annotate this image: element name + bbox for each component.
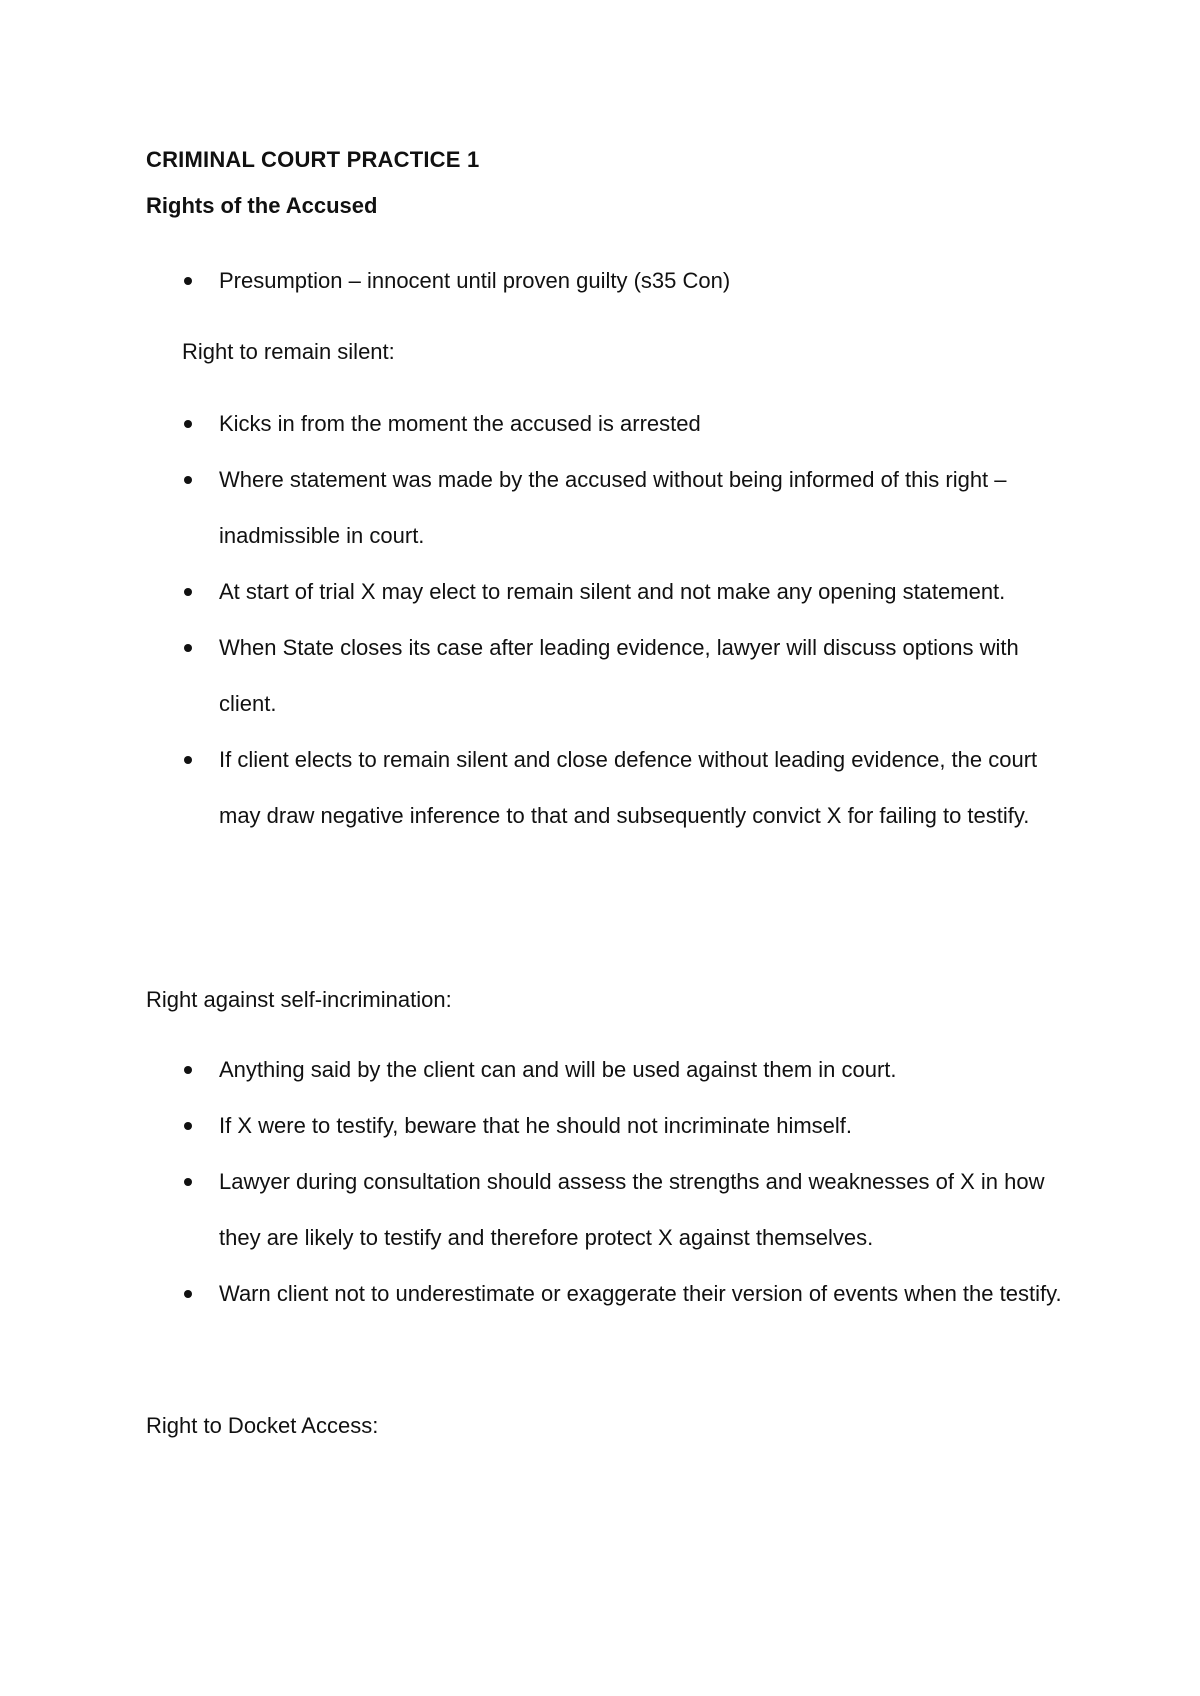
bullet-icon — [184, 1066, 192, 1074]
list-item: Lawyer during consultation should assess the strengths and weaknesses of X in how they are likely to testify and therefore protect X against themselves. — [146, 1154, 1066, 1266]
bullet-icon — [184, 277, 192, 285]
document-title: CRIMINAL COURT PRACTICE 1 — [146, 147, 480, 172]
bullet-icon — [184, 756, 192, 764]
list-item: Warn client not to underestimate or exaggerate their version of events when the testify. — [146, 1266, 1066, 1322]
list-item: At start of trial X may elect to remain silent and not make any opening statement. — [146, 564, 1066, 620]
bullet-icon — [184, 644, 192, 652]
heading-right-to-docket-access: Right to Docket Access: — [146, 1413, 379, 1438]
list-item: When State closes its case after leading evidence, lawyer will discuss options with client. — [146, 620, 1066, 732]
bullet-icon — [184, 420, 192, 428]
silent-list — [146, 396, 1066, 844]
bullet-icon — [184, 1178, 192, 1186]
list-item: Where statement was made by the accused without being informed of this right – inadmissible in court. — [146, 452, 1066, 564]
presumption-list — [146, 253, 1066, 309]
heading-right-against-self-incrimination: Right against self-incrimination: — [146, 987, 452, 1012]
bullet-icon — [184, 476, 192, 484]
list-item: If client elects to remain silent and close defence without leading evidence, the court may draw negative inference to that and subsequently convict X for failing to testify. — [146, 732, 1066, 844]
list-item: Presumption – innocent until proven guilty (s35 Con) — [146, 253, 1066, 309]
list-item: Kicks in from the moment the accused is arrested — [146, 396, 1066, 452]
self-incrimination-list — [146, 1042, 1066, 1322]
heading-right-to-remain-silent: Right to remain silent: — [182, 339, 395, 364]
list-item: If X were to testify, beware that he should not incriminate himself. — [146, 1098, 1066, 1154]
list-item: Anything said by the client can and will be used against them in court. — [146, 1042, 1066, 1098]
section-title-rights: Rights of the Accused — [146, 193, 378, 218]
bullet-icon — [184, 1122, 192, 1130]
bullet-icon — [184, 1290, 192, 1298]
bullet-icon — [184, 588, 192, 596]
